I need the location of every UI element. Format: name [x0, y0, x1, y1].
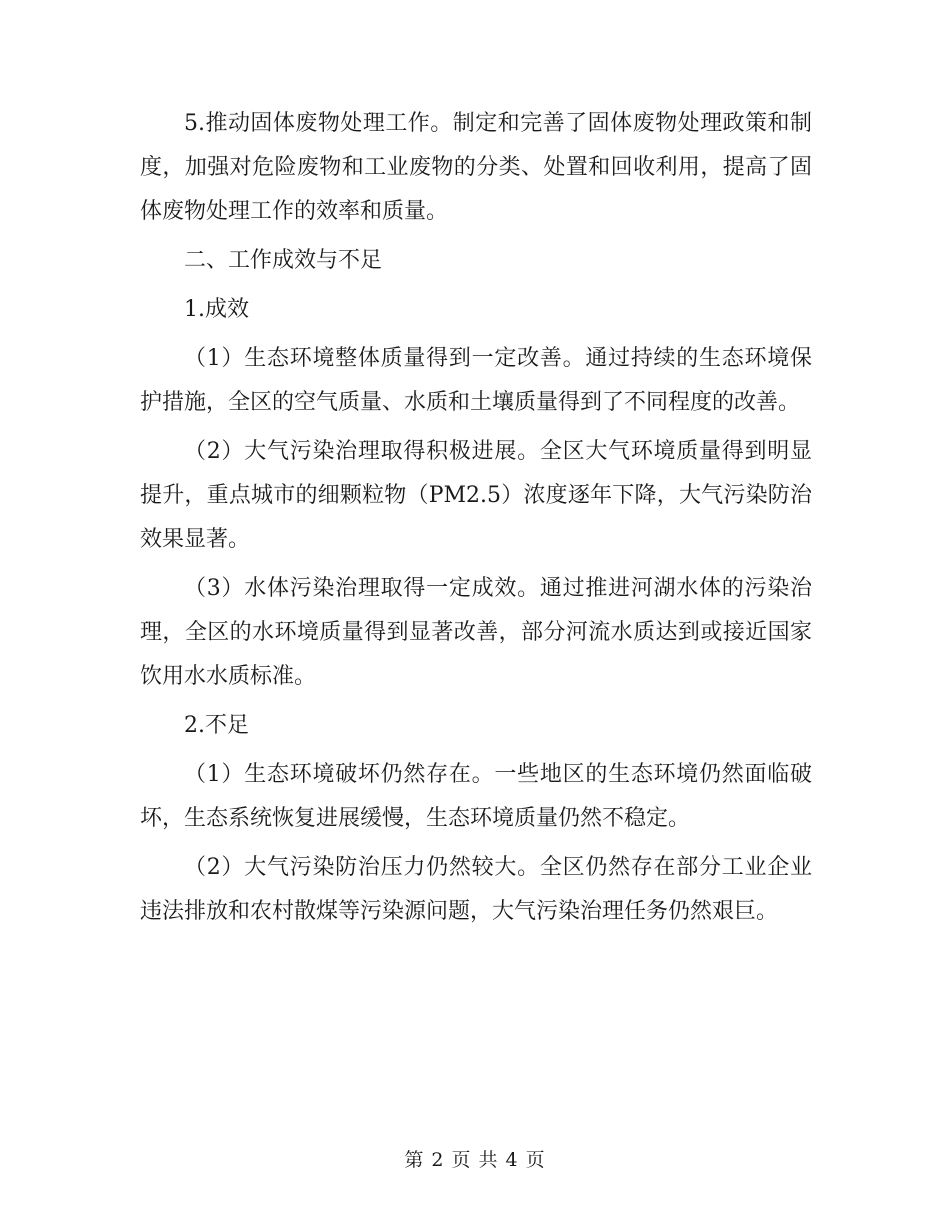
section-heading-results: 二、工作成效与不足: [184, 248, 383, 273]
page-number-footer: 第 2 页 共 4 页: [404, 1149, 546, 1171]
paragraph-solid-waste: 5.推动固体废物处理工作。制定和完善了固体废物处理政策和制度，加强对危险废物和工业废物的分类、处置和回收利用，提高了固体废物处理工作的效率和质量。: [140, 111, 812, 224]
paragraph-achievement-3: （3）水体污染治理取得一定成效。通过推进河湖水体的污染治理，全区的水环境质量得到显著改善，部分河流水质达到或接近国家饮用水水质标准。: [140, 576, 812, 689]
paragraph-shortcoming-2: （2）大气污染防治压力仍然较大。全区仍然存在部分工业企业违法排放和农村散煤等污染源问题，大气污染治理任务仍然艰巨。: [140, 855, 812, 924]
paragraph-achievement-2: （2）大气污染治理取得积极进展。全区大气环境质量得到明显提升，重点城市的细颗粒物（PM2.5）浓度逐年下降，大气污染防治效果显著。: [140, 439, 812, 552]
paragraph-achievement-1: （1）生态环境整体质量得到一定改善。通过持续的生态环境保护措施，全区的空气质量、水质和土壤质量得到了不同程度的改善。: [140, 346, 812, 415]
paragraph-shortcoming-1: （1）生态环境破坏仍然存在。一些地区的生态环境仍然面临破坏，生态系统恢复进展缓慢，生态环境质量仍然不稳定。: [140, 762, 812, 831]
document-body: [140, 102, 812, 939]
subheading-achievements: 1.成效: [184, 297, 249, 322]
subheading-shortcomings: 2.不足: [184, 713, 249, 738]
